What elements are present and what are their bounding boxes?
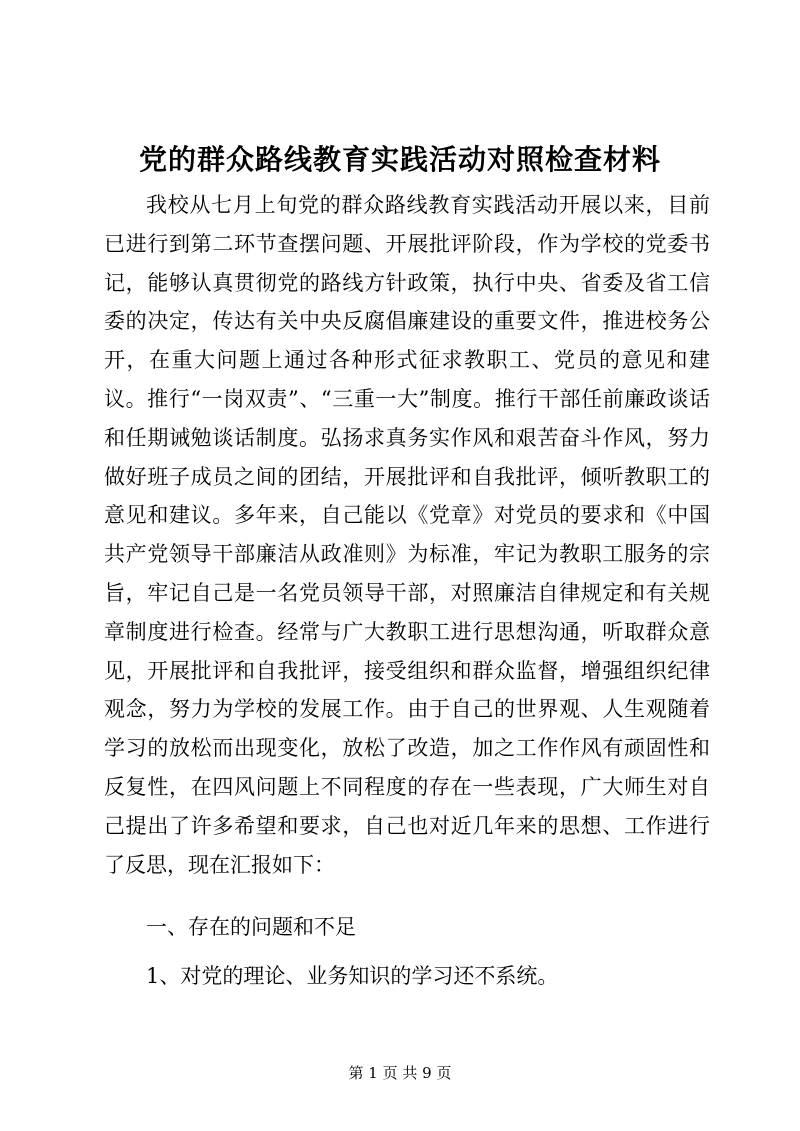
document-title: 党的群众路线教育实践活动对照检查材料 [138,143,661,176]
body-paragraph: 我校从七月上旬党的群众路线教育实践活动开展以来，目前已进行到第二环节查摆问题、开展批评阶段，作为学校的党委书记，能够认真贯彻党的路线方针政策，执行中央、省委及省工信委的决定，传达有关中央反腐倡廉建设的重要文件，推进校务公开，在重大问题上通过各种形式征求教职工、党员的意见和建议。推行“一岗双责”、“三重一大”制度。推行干部任前廉政谈话和任期诫勉谈话制度。弘扬求真务实作风和艰苦奋斗作风，努力做好班子成员之间的团结，开展批评和自我批评，倾听教职工的意见和建议。多年来，自己能以《党章》对党员的要求和《中国共产党领导干部廉洁从政准则》为标准，牢记为教职工服务的宗旨，牢记自己是一名党员领导干部，对照廉洁自律规定和有关规章制度进行检查。经常与广大教职工进行思想沟通，听取群众意见，开展批评和自我批评，接受组织和群众监督，增强组织纪律观念，努力为学校的发展工作。由于自己的世界观、人生观随着学习的放松而出现变化，放松了改造，加之工作作风有顽固性和反复性，在四风问题上不同程度的存在一些表现，广大师生对自己提出了许多希望和要求，自己也对近几年来的思想、工作进行了反思，现在汇报如下： [104,193,710,877]
subsection-heading: 1、对党的理论、业务知识的学习还不系统。 [146,964,559,988]
section-heading: 一、存在的问题和不足 [146,915,356,939]
page-footer: 第 1 页 共 9 页 [348,1064,452,1082]
document-body [104,186,710,884]
